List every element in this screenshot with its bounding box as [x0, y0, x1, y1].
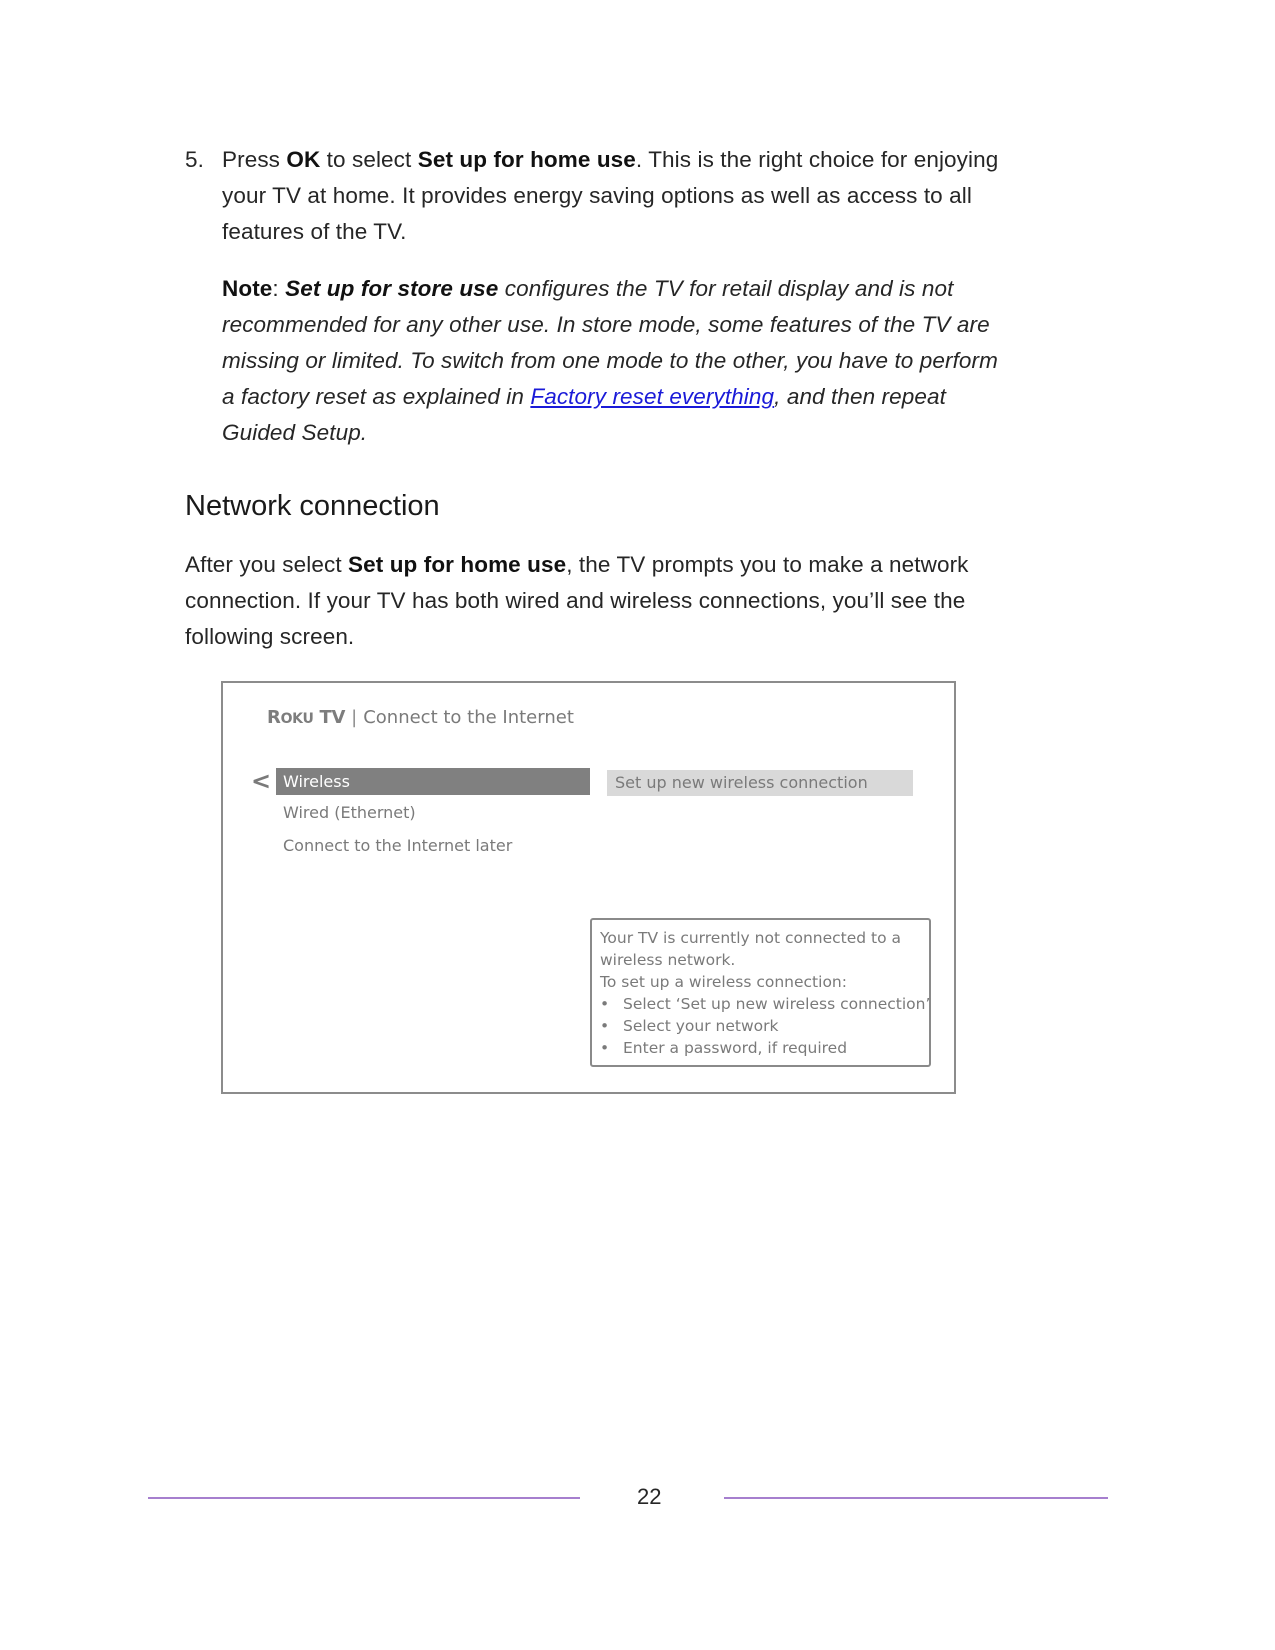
footer-rule-right: [724, 1497, 1108, 1499]
note-line-2: recommended for any other use. In store mode, some features of the TV are: [222, 312, 990, 337]
text: . This is the right choice for enjoying: [635, 147, 999, 172]
ok-key-label: OK: [286, 147, 321, 172]
section-line-3: following screen.: [185, 624, 355, 649]
bullet-text: Select ‘Set up new wireless connection’: [623, 995, 931, 1013]
option-wired-ethernet[interactable]: Wired (Ethernet): [283, 803, 416, 822]
text: to select: [320, 147, 418, 172]
text: Press: [222, 147, 287, 172]
tv-screen-illustration: [221, 681, 956, 1094]
bullet-icon: •: [600, 1039, 610, 1057]
info-bullet: [600, 1037, 929, 1059]
text: , the TV prompts you to make a network: [566, 552, 969, 577]
step5-line-2: your TV at home. It provides energy saving options as well as access to all: [222, 183, 972, 208]
factory-reset-link[interactable]: Factory reset everything: [530, 384, 775, 409]
tv-header: [267, 707, 574, 728]
section-line-1: [185, 547, 969, 584]
note-colon: :: [272, 276, 286, 301]
note-line-1: [222, 271, 953, 308]
section-line-2: connection. If your TV has both wired and wireless connections, you’ll see the: [185, 588, 966, 613]
home-use-label: Set up for home use: [348, 552, 567, 577]
note-line-3: missing or limited. To switch from one mode to the other, you have to perform: [222, 348, 998, 373]
note-label: Note: [222, 276, 273, 301]
info-box: [590, 918, 931, 1067]
step5-line-3: features of the TV.: [222, 219, 407, 244]
step-number: 5.: [185, 147, 204, 172]
roku-tv-logo: [267, 707, 345, 728]
note-line-5: Guided Setup.: [222, 420, 368, 445]
info-bullet: [600, 1015, 929, 1037]
text: configures the TV for retail display and is not: [498, 276, 954, 301]
option-wireless[interactable]: Wireless: [276, 768, 590, 795]
header-separator: |: [351, 707, 358, 728]
store-use-label: Set up for store use: [285, 276, 499, 301]
text: , and then repeat: [774, 384, 946, 409]
section-heading: Network connection: [185, 490, 440, 522]
text: After you select: [185, 552, 349, 577]
bullet-text: Select your network: [623, 1017, 779, 1035]
option-connect-later[interactable]: Connect to the Internet later: [283, 836, 513, 855]
page-number: 22: [637, 1484, 662, 1509]
home-use-label: Set up for home use: [417, 147, 636, 172]
bullet-icon: •: [600, 1017, 610, 1035]
note-line-4: [222, 379, 946, 416]
logo-oku: OKU: [280, 711, 314, 727]
step5-line-1: [222, 142, 998, 179]
bullet-text: Enter a password, if required: [623, 1039, 848, 1057]
text: a factory reset as explained in: [222, 384, 531, 409]
footer-rule-left: [148, 1497, 580, 1499]
logo-r: R: [267, 707, 281, 728]
setup-new-wireless-option[interactable]: Set up new wireless connection: [607, 770, 913, 796]
screen-title: Connect to the Internet: [363, 707, 574, 728]
bullet-icon: •: [600, 995, 610, 1013]
logo-tv: TV: [313, 707, 346, 728]
info-line: To set up a wireless connection:: [600, 973, 847, 991]
chevron-left-icon[interactable]: <: [251, 767, 272, 795]
info-bullet: [600, 993, 929, 1015]
info-line: wireless network.: [600, 951, 736, 969]
info-line: Your TV is currently not connected to a: [600, 929, 902, 947]
